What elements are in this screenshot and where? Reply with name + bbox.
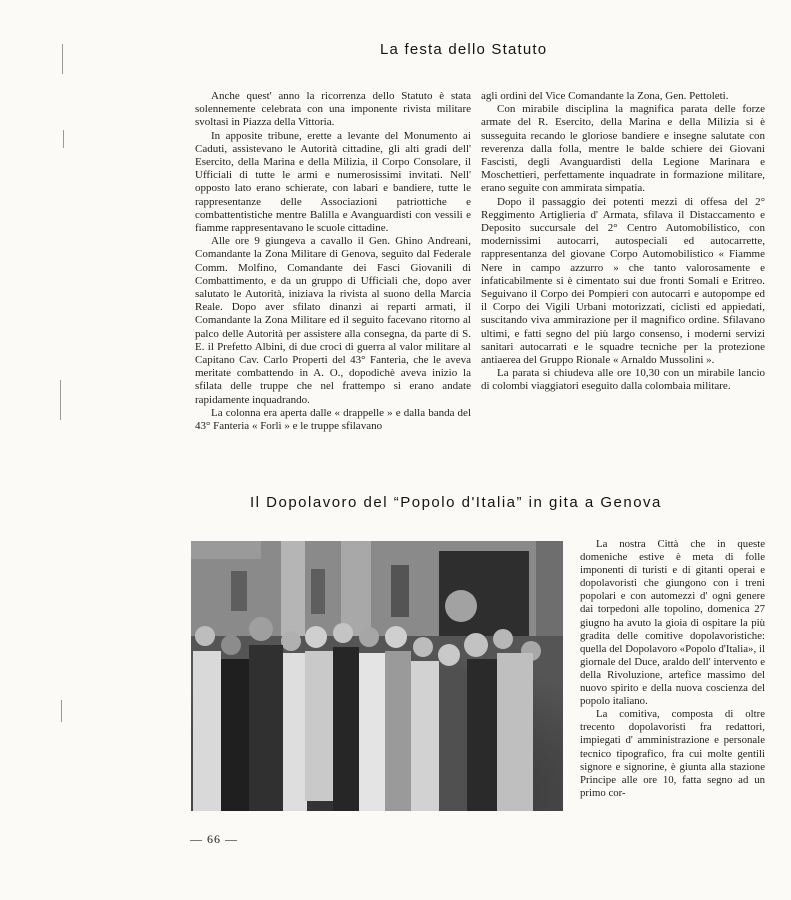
paragraph: Dopo il passaggio dei potenti mezzi di offesa del 2° Reggimento Artiglieria d' Armata, sfilava il Distaccamento e Deposito succursale del 2° Centro Automobilistico, con modernissimi autocarri, autospeciali ed autocarrette, rappresentanza del giovane Corpo Automobilistico « Fiamme Nere in campo azzurro » che tanto valorosamente e infaticabilmente si è cimentato sui due fronti Somali e Eritreo. Seguivano il Corpo dei Pompieri con autocarri e autopompe ed il Corpo dei Vigili Urbani motorizzati, ciclisti ed appiedati, suscitando viva ammirazione per il magnifico ordine. Sfilavano ultimi, e fatti segno del più largo consenso, i moderni servizi sanitari autocarrati e le squadre tecniche per la protezione antiaerea del Gruppo Rionale « Arnaldo Mussolini ».: [481, 195, 765, 367]
crowd: [191, 617, 563, 811]
article-title-statuto: La festa dello Statuto: [380, 41, 548, 58]
article-dopolavoro-column: [580, 538, 765, 800]
paragraph: Alle ore 9 giungeva a cavallo il Gen. Ghino Andreani, Comandante la Zona Militare di Genova, seguito dal Federale Comm. Molfino, Comandante dei Fasci Giovanili di Combattimento, e da un gruppo di Ufficiali che, dopo aver salutato le Autorità, iniziava la rivista al suono della Marcia Reale. Dopo aver sfilato dinanzi ai reparti armati, il Comandante la Zona Militare ed il seguito facevano ritorno al palco delle Autorità per assistere alla consegna, da parte di S. E. il Prefetto Albini, di due croci di guerra al valor militare al Capitano Cav. Carlo Properti del 43° Fanteria, che le aveva meritate combattendo in A. O., dopodichè aveva inizio la sfilata delle truppe che nel frattempo si erano andate rapidamente inquadrando.: [195, 235, 471, 406]
paragraph: La parata si chiudeva alle ore 10,30 con un mirabile lancio di colombi viaggiatori eseguito dalla colombaia militare.: [481, 367, 765, 393]
group-photograph: [191, 541, 563, 811]
binding-mark: [61, 700, 62, 722]
article-title-dopolavoro: Il Dopolavoro del “Popolo d'Italia” in gita a Genova: [250, 494, 662, 511]
paragraph: agli ordini del Vice Comandante la Zona, Gen. Pettoleti.: [481, 90, 729, 102]
article-statuto-left-column: [195, 90, 471, 433]
binding-mark: [63, 130, 64, 148]
paragraph: In apposite tribune, erette a levante del Monumento ai Caduti, assistevano le Autorità cittadine, gli alti gradi dell' Esercito, della Marina e della Milizia, il Corpo Consolare, il Ufficiali di tutte le armi e numerosissimi invitati. Nell' opposto lato erano schierate, con labari e bandiere, tutte le rappresentanze delle Associazioni patriottiche e combattentistiche mentre Balilla e Avanguardisti con vessili e fiamme rappresentavano le scuole cittadine.: [195, 129, 471, 235]
paragraph: La comitiva, composta di oltre trecento dopolavoristi fra redattori, impiegati d' amministrazione e personale tecnico tipografico, fra cui molte gentili signore e signorine, è giunta alla stazione Principe alle ore 10, fatta segno ad un primo cor-: [580, 708, 765, 799]
page-number: — 66 —: [190, 832, 238, 846]
paragraph: Anche quest' anno la ricorrenza dello Statuto è stata solennemente celebrata con una imponente rivista militare svoltasi in Piazza della Vittoria.: [195, 90, 471, 129]
paragraph: La nostra Città che in queste domeniche estive è meta di folle imponenti di turisti e di gitanti operai e dopolavoristi che giungono con i treni popolari e con automezzi d' ogni genere dai torpedoni alle topolino, domenica 27 giugno ha avuto la gioia di ospitare la più gradita delle comitive dopolavoristiche: quella del Dopolavoro «Popolo d'Italia», il giornale del Duce, araldo dell' intervento e della Rivoluzione, artefice massimo del nuovo spirito e della nuova coscienza del popolo italiano.: [580, 538, 765, 708]
binding-mark: [60, 380, 61, 420]
paragraph: La colonna era aperta dalle « drappelle » e dalla banda del 43° Fanteria « Forlì » e le truppe sfilavano: [195, 406, 471, 433]
paragraph: Con mirabile disciplina la magnifica parata delle forze armate del R. Esercito, della Marina e della Milizia si è susseguita recando le gloriose bandiere e insegne salutate con reverenza dalla folla, mentre le balde schiere dei Giovani Fascisti, degli Avanguardisti della Legione Marinara e Moschettieri, perfettamente inquadrate in formazione militare, erano seguite con ammirata simpatia.: [481, 103, 765, 195]
article-statuto-right-column: [481, 90, 765, 394]
binding-mark: [62, 44, 63, 74]
